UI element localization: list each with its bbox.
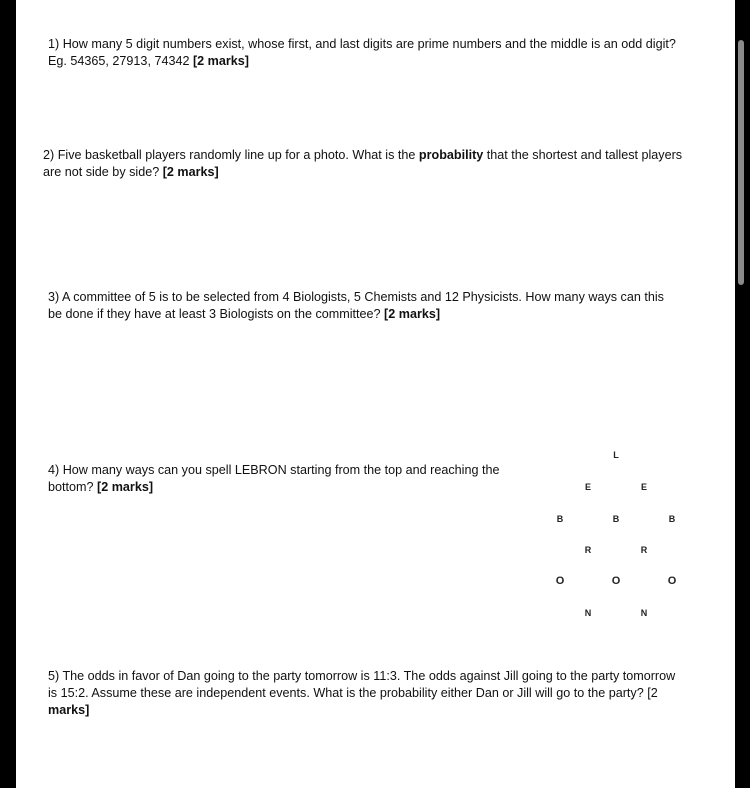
letter-o: O [611, 575, 621, 587]
question-4 [48, 462, 528, 496]
question-4-line-1: 4) How many ways can you spell LEBRON starting from the top and reaching the [48, 463, 500, 477]
question-5-line-3: marks] [48, 703, 90, 717]
question-4-line-2: bottom? [2 marks] [48, 480, 154, 494]
question-4-marks: [2 marks] [97, 480, 154, 494]
scrollbar[interactable] [738, 40, 744, 285]
letter-r: R [640, 545, 648, 555]
letter-e: E [584, 482, 591, 492]
question-1 [48, 36, 728, 70]
question-2 [43, 147, 733, 181]
question-5-line-1: 5) The odds in favor of Dan going to the party tomorrow is 11:3. The odds against Jill going to the party tomorrow [48, 669, 676, 683]
question-1-line-1: 1) How many 5 digit numbers exist, whose first, and last digits are prime numbers and the middle is an odd digit? [48, 37, 676, 51]
question-3 [48, 289, 728, 323]
question-5-line-2: is 15:2. Assume these are independent events. What is the probability either Dan or Jill will go to the party? [2 [48, 686, 658, 700]
probability-emphasis: probability [418, 148, 484, 162]
question-1-marks: [2 marks] [192, 54, 249, 68]
letter-e: E [640, 482, 647, 492]
letter-b: B [612, 514, 620, 524]
letter-n: N [640, 608, 648, 618]
question-3-line-2: be done if they have at least 3 Biologists on the committee? [2 marks] [48, 307, 441, 321]
letter-b: B [668, 514, 676, 524]
question-3-line-1: 3) A committee of 5 is to be selected from 4 Biologists, 5 Chemists and 12 Physicists. How many ways can this [48, 290, 664, 304]
question-2-marks: [2 marks] [162, 165, 219, 179]
letter-o: O [555, 575, 565, 587]
letter-o: O [667, 575, 677, 587]
question-2-line-2: are not side by side? [2 marks] [43, 165, 219, 179]
letter-n: N [584, 608, 592, 618]
question-2-line-1: 2) Five basketball players randomly line up for a photo. What is the probability that the shortest and tallest players [43, 148, 683, 162]
question-3-marks: [2 marks] [384, 307, 441, 321]
letter-r: R [584, 545, 592, 555]
question-1-line-2: Eg. 54365, 27913, 74342 [2 marks] [48, 54, 249, 68]
letter-l: L [613, 450, 619, 460]
question-5 [48, 668, 728, 719]
letter-b: B [556, 514, 564, 524]
